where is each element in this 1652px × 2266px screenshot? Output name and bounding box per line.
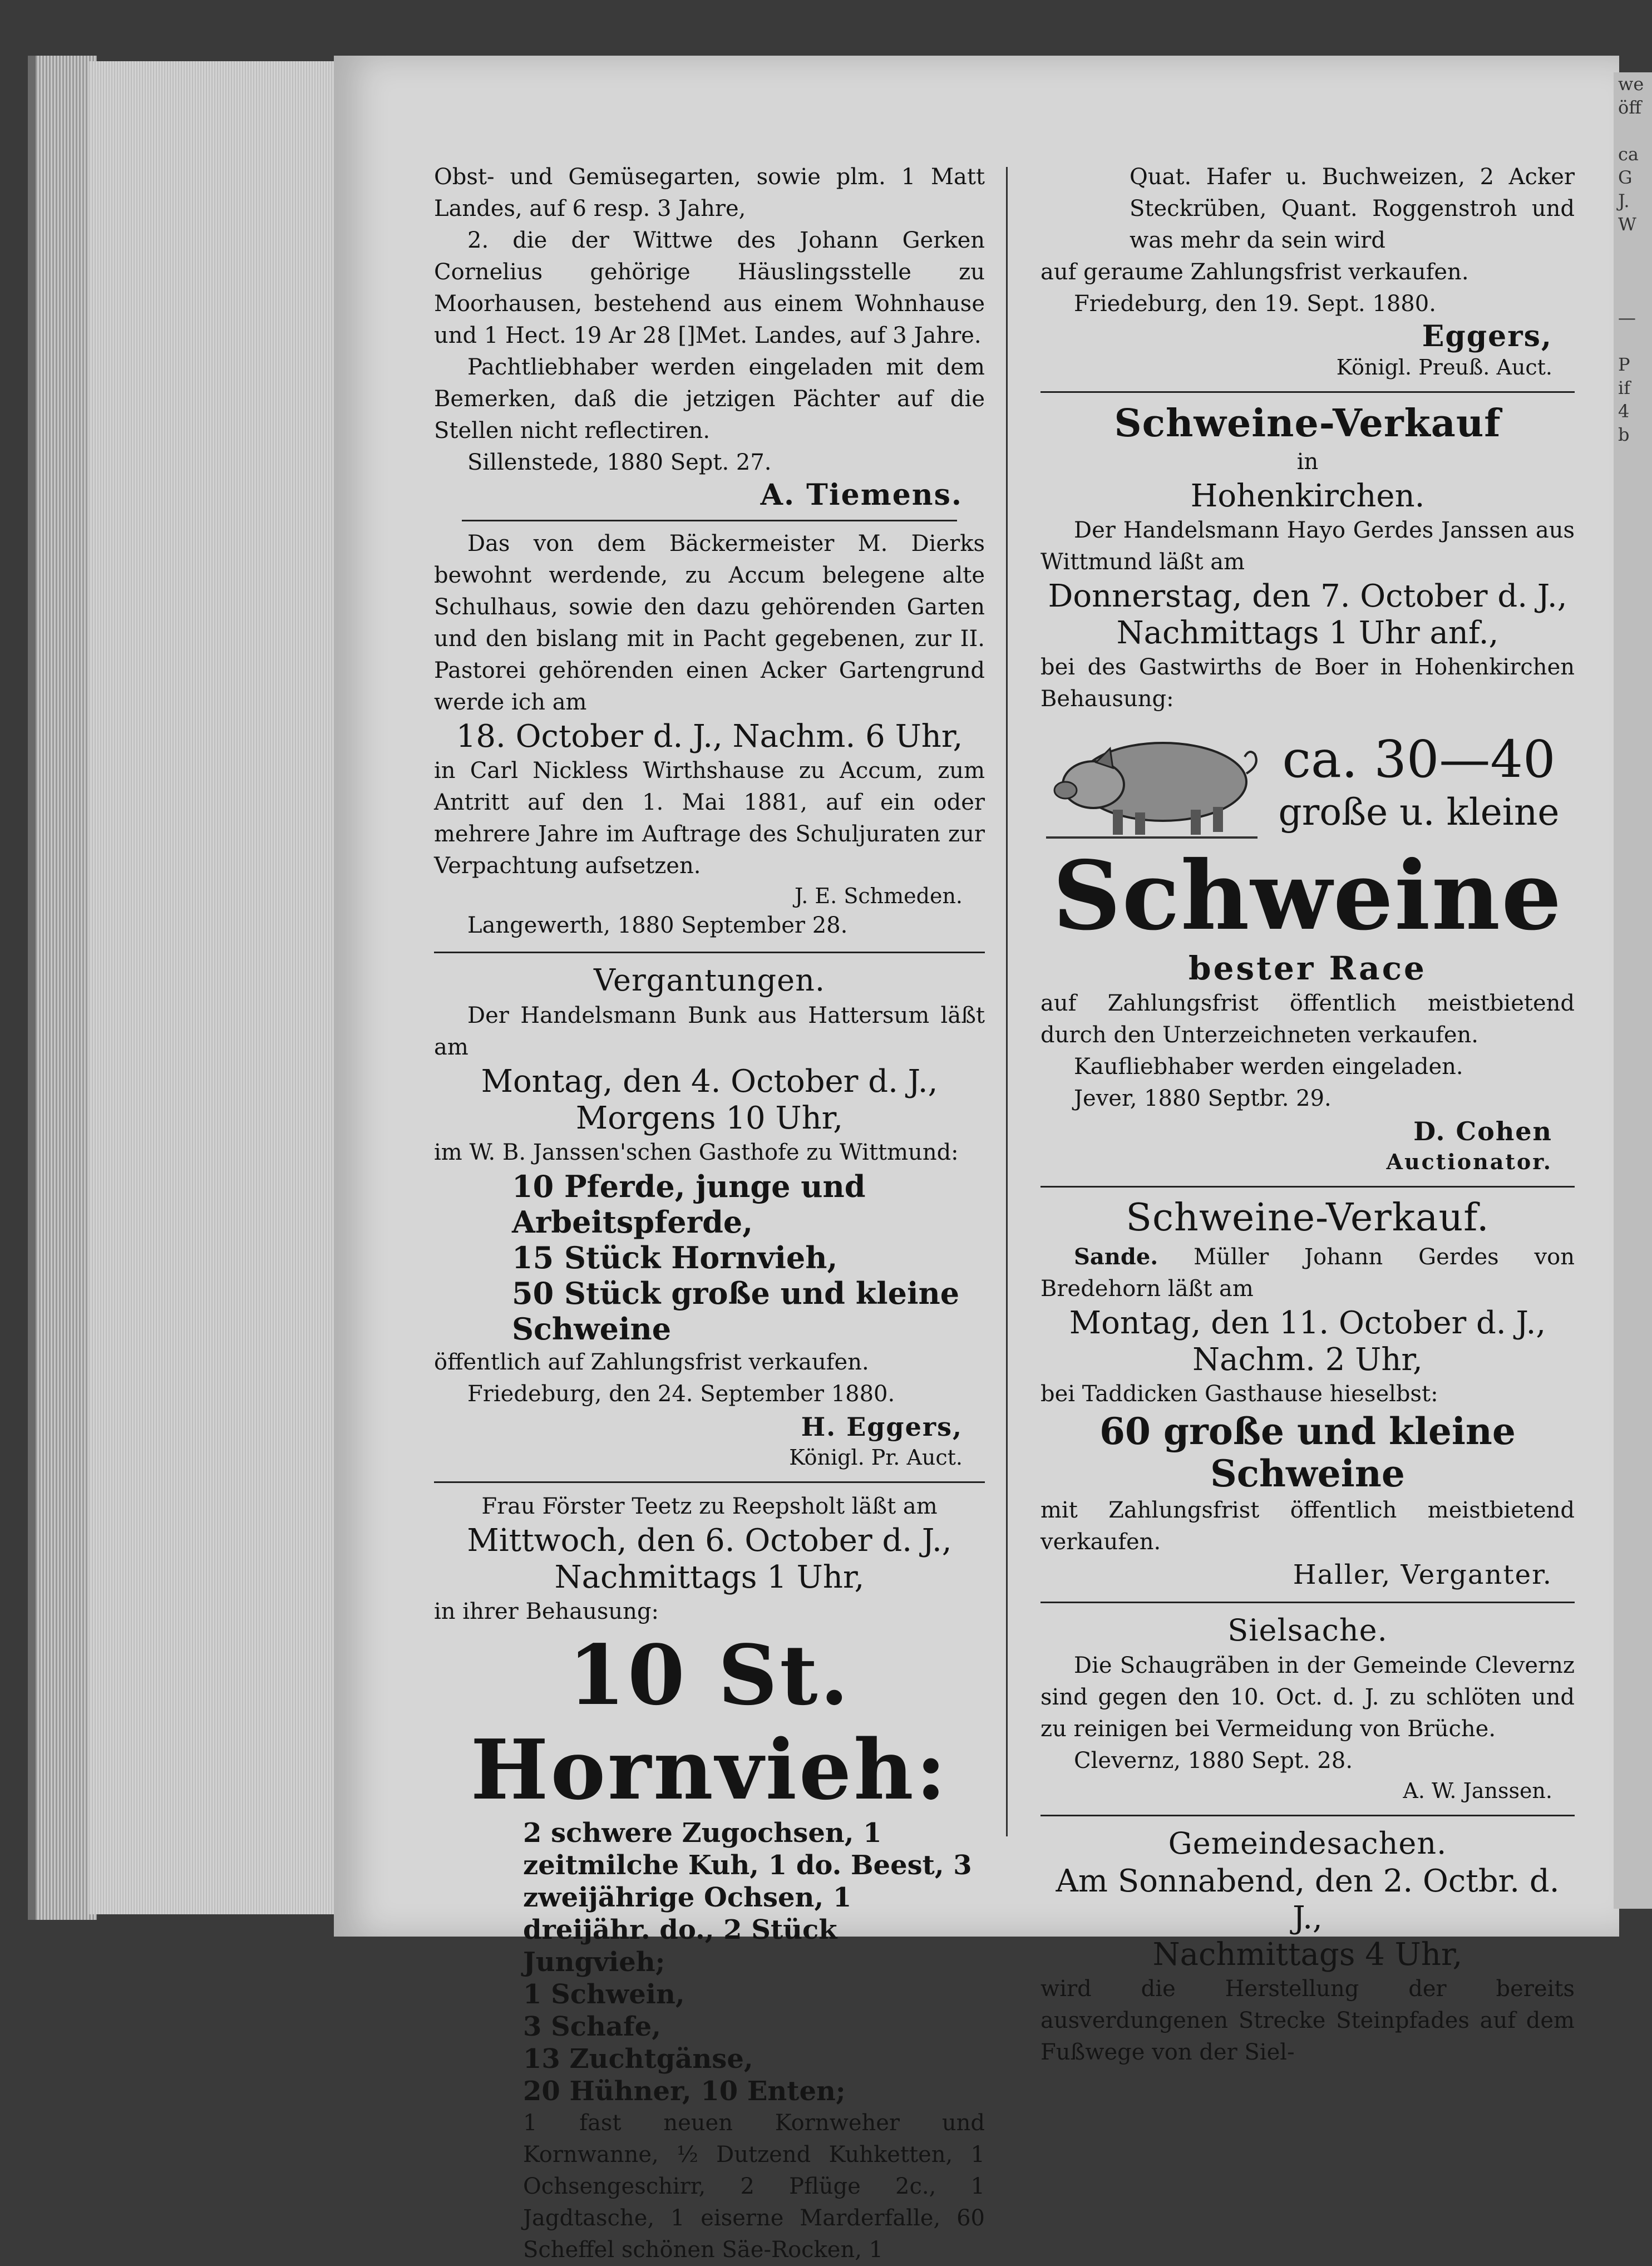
ad-text: mit Zahlungsfrist öffentlich meistbietend verkaufen. <box>1040 1497 1575 1555</box>
ad-text: in Carl Nickless Wirthshause zu Accum, zum Antritt auf den 1. Mai 1881, auf ein oder mehrere Jahre im Auftrage des Schuljuraten zur Verpachtung aufsetzen. <box>434 758 985 879</box>
ad-time: Nachm. 2 Uhr, <box>1192 1342 1423 1378</box>
ad-text: Der Handelsmann Bunk aus Hattersum läßt am <box>434 1003 985 1060</box>
ad-lease-sillenstede <box>434 161 985 512</box>
ad-headline: 60 große und kleine Schweine <box>1099 1410 1516 1495</box>
ad-item: 50 Stück große und kleine Schweine <box>512 1275 960 1347</box>
ad-item: 20 Hühner, 10 Enten; <box>523 2076 846 2107</box>
ad-schweine-sande <box>1040 1195 1575 1592</box>
pig-text <box>1263 729 1575 835</box>
ad-time: Nachmittags 1 Uhr, <box>554 1559 865 1595</box>
ad-item: 15 Stück Hornvieh, <box>512 1240 838 1275</box>
ad-text: Der Handelsmann Hayo Gerdes Janssen aus Wittmund läßt am <box>1040 518 1575 575</box>
ad-place-bold: Sande. <box>1074 1244 1158 1270</box>
left-column <box>434 161 985 2266</box>
ad-signature: H. Eggers, <box>801 1412 963 1442</box>
ad-price: ca. 30—40 <box>1282 730 1556 789</box>
ad-text: Obst- und Gemüsegarten, sowie plm. 1 Matt Landes, auf 6 resp. 3 Jahre, <box>434 164 985 221</box>
ad-sielsache <box>1040 1611 1575 1805</box>
ad-place-date: Jever, 1880 Septbr. 29. <box>1074 1086 1332 1111</box>
separator <box>434 952 985 953</box>
ad-signature: A. Tiemens. <box>760 478 963 512</box>
column-divider <box>1006 167 1008 1836</box>
ad-place-date: Friedeburg, den 24. September 1880. <box>467 1381 895 1407</box>
ad-text: wird die Herstellung der bereits ausverdungenen Strecke Steinpfades auf dem Fußwege von der Siel- <box>1040 1976 1575 2065</box>
ad-date: Am Sonnabend, den 2. Octbr. d. J., <box>1056 1863 1560 1936</box>
separator <box>1040 1815 1575 1816</box>
ad-text: Quat. Hafer u. Buchweizen, 2 Acker Steckrüben, Quant. Roggenstroh und was mehr da sein wird <box>1130 164 1575 253</box>
ad-text: Pachtliebhaber werden eingeladen mit dem Bemerken, daß die jetzigen Pächter auf die Stellen nicht reflectiren. <box>434 354 985 444</box>
ad-text: öffentlich auf Zahlungsfrist verkaufen. <box>434 1349 869 1375</box>
next-page-fragment <box>1614 329 1652 353</box>
ad-intro-text: Müller Johann Gerdes von Bredehorn läßt am <box>1040 1244 1575 1302</box>
ad-text: auf Zahlungsfrist öffentlich meistbietend durch den Unterzeichneten verkaufen. <box>1040 991 1575 1048</box>
ad-text: Die Schaugräben in der Gemeinde Clevernz sind gegen den 10. Oct. d. J. zu schlöten und zu reinigen bei Vermeidung von Brüche. <box>1040 1653 1575 1742</box>
next-page-fragment <box>1614 119 1652 142</box>
next-page-edge <box>1614 72 1652 1909</box>
ad-place-date: Langewerth, 1880 September 28. <box>467 913 848 938</box>
ad-subheadline: bester Race <box>1189 949 1427 987</box>
separator <box>434 1481 985 1483</box>
separator <box>1040 1602 1575 1603</box>
ad-item: 1 Schwein, <box>523 1979 685 2010</box>
ad-item: 3 Schafe, <box>523 2011 661 2042</box>
ad-heading: Sielsache. <box>1227 1613 1388 1648</box>
separator <box>462 520 957 521</box>
ad-item: 10 Pferde, junge und Arbeitspferde, <box>512 1169 866 1240</box>
ad-headline: Schweine <box>1052 840 1563 952</box>
ad-schweine-hohenkirchen <box>1040 401 1575 1176</box>
next-page-fragment: — <box>1618 307 1636 328</box>
ad-date: Montag, den 11. October d. J., <box>1069 1305 1546 1341</box>
ad-time: Morgens 10 Uhr, <box>575 1100 844 1136</box>
ad-signature: Haller, Verganter. <box>1293 1559 1552 1590</box>
next-page-fragment: P <box>1618 354 1630 375</box>
ad-item: 13 Zuchtgänse, <box>523 2043 753 2075</box>
ad-place: in ihrer Behausung: <box>434 1599 659 1624</box>
ad-vergantungen <box>434 961 985 1471</box>
ad-heading: Schweine-Verkauf. <box>1126 1196 1490 1240</box>
ad-heading: Vergantungen. <box>593 963 826 998</box>
ad-gemeindesachen <box>1040 1824 1575 2068</box>
separator <box>1040 391 1575 393</box>
ad-text: auf geraume Zahlungsfrist verkaufen. <box>1040 259 1469 285</box>
ad-date: 18. October d. J., Nachm. 6 Uhr, <box>456 718 963 755</box>
ad-text: in <box>1296 449 1319 475</box>
next-page-fragment: G <box>1618 167 1633 188</box>
ad-time: Nachmittags 1 Uhr anf., <box>1116 615 1499 651</box>
next-page-fragment: b <box>1618 424 1630 445</box>
ad-text: Das von dem Bäckermeister M. Dierks bewohnt werdende, zu Accum belegene alte Schulhaus, sowie den dazu gehörenden Garten und den bislang mit in Pacht gegebenen, zur II. Pastorei gehörenden einen Acker Gartengrund werde ich am <box>434 531 985 715</box>
ad-signature: J. E. Schmeden. <box>794 884 963 908</box>
next-page-fragment: ca <box>1618 144 1639 165</box>
ad-heading: Schweine-Verkauf <box>1114 401 1501 446</box>
next-page-fragment: J. <box>1618 190 1630 211</box>
next-page-fragment: if <box>1618 377 1631 398</box>
ad-text <box>1040 1241 1575 1305</box>
ad-place-heading: Hohenkirchen. <box>1190 478 1425 514</box>
page-stack <box>89 61 334 1914</box>
ad-heading: Gemeindesachen. <box>1168 1826 1447 1861</box>
ad-signature: Eggers, <box>1422 319 1552 353</box>
ad-text: Kaufliebhaber werden eingeladen. <box>1074 1054 1463 1080</box>
ad-sizes: große u. kleine <box>1278 791 1560 834</box>
ad-reepsholt <box>434 1491 985 2266</box>
book-edge <box>28 56 97 1920</box>
right-column <box>1040 161 1575 2068</box>
separator <box>1040 1186 1575 1188</box>
next-page-fragment <box>1614 283 1652 306</box>
next-page-fragment: W <box>1618 214 1636 235</box>
next-page-fragment: 4 <box>1618 401 1630 422</box>
ad-friedeburg-cont <box>1040 161 1575 381</box>
ad-signature-title: Königl. Preuß. Auct. <box>1336 355 1552 380</box>
ad-text: 1 fast neuen Kornweher und Kornwanne, ½ Dutzend Kuhketten, 1 Ochsengeschirr, 2 Pflüge 2c., 1 Jagdtasche, 1 eiserne Marderfalle, 60 Scheffel schönen Säe-Rocken, 1 <box>523 2110 985 2263</box>
ad-place-date: Clevernz, 1880 Sept. 28. <box>1074 1748 1353 1774</box>
ad-place: im W. B. Janssen'schen Gasthofe zu Wittmund: <box>434 1140 959 1165</box>
ad-signature: A. W. Janssen. <box>1403 1779 1552 1803</box>
pig-row <box>1040 721 1575 843</box>
next-page-fragment <box>1614 259 1652 283</box>
ad-headline: 10 St. Hornvieh: <box>470 1627 949 1818</box>
ad-place-date: Sillenstede, 1880 Sept. 27. <box>467 450 772 475</box>
ad-date: Donnerstag, den 7. October d. J., <box>1048 578 1567 614</box>
next-page-fragment <box>1614 236 1652 259</box>
ad-text: 2. die der Wittwe des Johann Gerken Cornelius gehörige Häuslingsstelle zu Moorhausen, bestehend aus einem Wohnhause und 1 Hect. 19 Ar 28 []Met. Landes, auf 3 Jahre. <box>434 228 985 348</box>
ad-date: Mittwoch, den 6. October d. J., <box>467 1523 952 1559</box>
ad-place: bei Taddicken Gasthause hieselbst: <box>1040 1381 1438 1407</box>
next-page-fragment: we <box>1618 73 1644 95</box>
ad-time: Nachmittags 4 Uhr, <box>1152 1937 1463 1973</box>
pig-illustration <box>1040 721 1263 843</box>
ad-place-date: Friedeburg, den 19. Sept. 1880. <box>1074 291 1436 317</box>
ad-date: Montag, den 4. October d. J., <box>481 1063 938 1100</box>
ad-signature: D. Cohen <box>1413 1116 1552 1146</box>
ad-item: 2 schwere Zugochsen, 1 zeitmilche Kuh, 1 do. Beest, 3 zweijährige Ochsen, 1 dreijähr. do., 2 Stück Jungvieh; <box>523 1817 972 1978</box>
ad-signature-title: Auctionator. <box>1386 1149 1552 1174</box>
ad-signature-title: Königl. Pr. Auct. <box>789 1445 963 1470</box>
ad-place: bei des Gastwirths de Boer in Hohenkirchen Behausung: <box>1040 654 1575 712</box>
ad-text: Frau Förster Teetz zu Reepsholt läßt am <box>481 1494 938 1519</box>
ad-lease-accum <box>434 528 985 942</box>
next-page-fragment: öff <box>1618 97 1641 118</box>
